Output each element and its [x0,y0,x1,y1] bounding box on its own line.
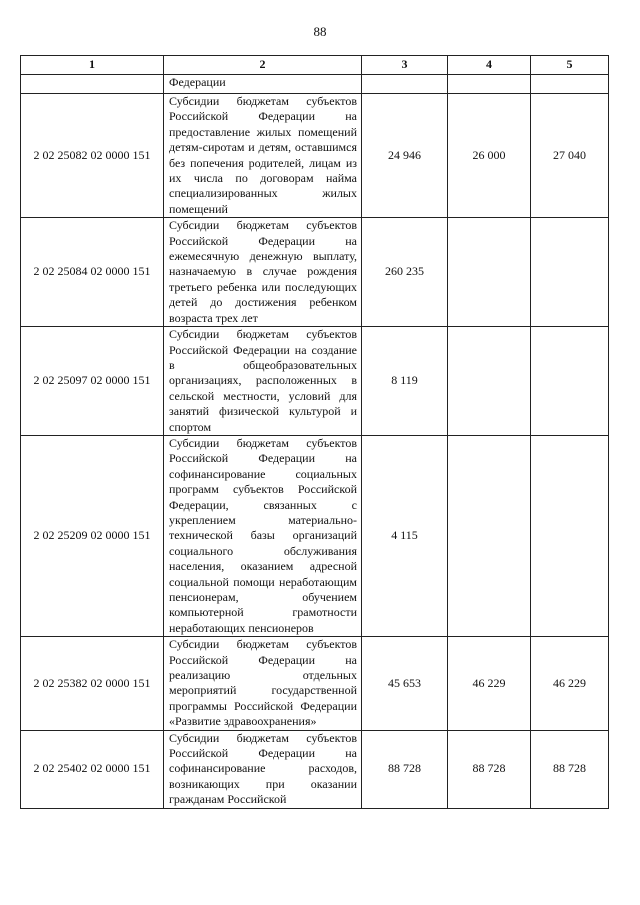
amount-col4 [448,327,531,436]
revenue-description: Субсидии бюджетам субъектов Российской Федерации на создание в общеобразовательных организациях, расположенных в сельской местности, условий для занятий физической культурой и спортом [164,327,362,436]
revenue-code: 2 02 25402 02 0000 151 [21,730,164,808]
amount-col4: 26 000 [448,94,531,218]
revenue-code: 2 02 25382 02 0000 151 [21,637,164,730]
table-row [21,327,609,436]
amount-col4 [448,435,531,636]
amount-col5: 27 040 [531,94,609,218]
column-header-4: 4 [448,56,531,75]
revenue-description: Субсидии бюджетам субъектов Российской Федерации на предоставление жилых помещений детям-сиротам и детям, оставшимся без попечения родителей, лицам из их числа по договорам найма специализированных жилых помещений [164,94,362,218]
amount-col3: 88 728 [362,730,448,808]
amount-col5: 46 229 [531,637,609,730]
amount-col3: 45 653 [362,637,448,730]
continuation-cell-3 [362,75,448,94]
page-number: 88 [313,24,327,39]
amount-col5 [531,327,609,436]
continuation-code-cell [21,75,164,94]
header-row [21,56,609,75]
amount-col4 [448,218,531,327]
continuation-row [21,75,609,94]
revenue-code: 2 02 25209 02 0000 151 [21,435,164,636]
amount-col3: 4 115 [362,435,448,636]
column-header-2: 2 [164,56,362,75]
table-row [21,435,609,636]
table-row [21,94,609,218]
amount-col4: 88 728 [448,730,531,808]
amount-col5: 88 728 [531,730,609,808]
revenue-code: 2 02 25097 02 0000 151 [21,327,164,436]
amount-col5 [531,218,609,327]
continuation-text: Федерации [164,75,362,94]
revenue-description: Субсидии бюджетам субъектов Российской Федерации на ежемесячную денежную выплату, назначаемую в случае рождения третьего ребенка или последующих детей до достижения ребенком возраста трех лет [164,218,362,327]
amount-col3: 260 235 [362,218,448,327]
table-row [21,730,609,808]
column-header-3: 3 [362,56,448,75]
column-header-5: 5 [531,56,609,75]
amount-col4: 46 229 [448,637,531,730]
table-row [21,637,609,730]
revenue-description: Субсидии бюджетам субъектов Российской Федерации на софинансирование расходов, возникающих при оказании гражданам Российской [164,730,362,808]
column-header-1: 1 [21,56,164,75]
amount-col3: 8 119 [362,327,448,436]
revenue-description: Субсидии бюджетам субъектов Российской Федерации на реализацию отдельных мероприятий государственной программы Российской Федерации «Развитие здравоохранения» [164,637,362,730]
amount-col3: 24 946 [362,94,448,218]
revenue-description: Субсидии бюджетам субъектов Российской Федерации на софинансирование социальных программ субъектов Российской Федерации, связанных с укреплением материально-технической базы организаций социального обслуживания населения, оказанием адресной социальной помощи неработающим пенсионерам, обучением компьютерной грамотности неработающих пенсионеров [164,435,362,636]
amount-col5 [531,435,609,636]
revenue-code: 2 02 25084 02 0000 151 [21,218,164,327]
continuation-cell-4 [448,75,531,94]
continuation-cell-5 [531,75,609,94]
revenue-code: 2 02 25082 02 0000 151 [21,94,164,218]
table-row [21,218,609,327]
budget-table [20,55,609,809]
